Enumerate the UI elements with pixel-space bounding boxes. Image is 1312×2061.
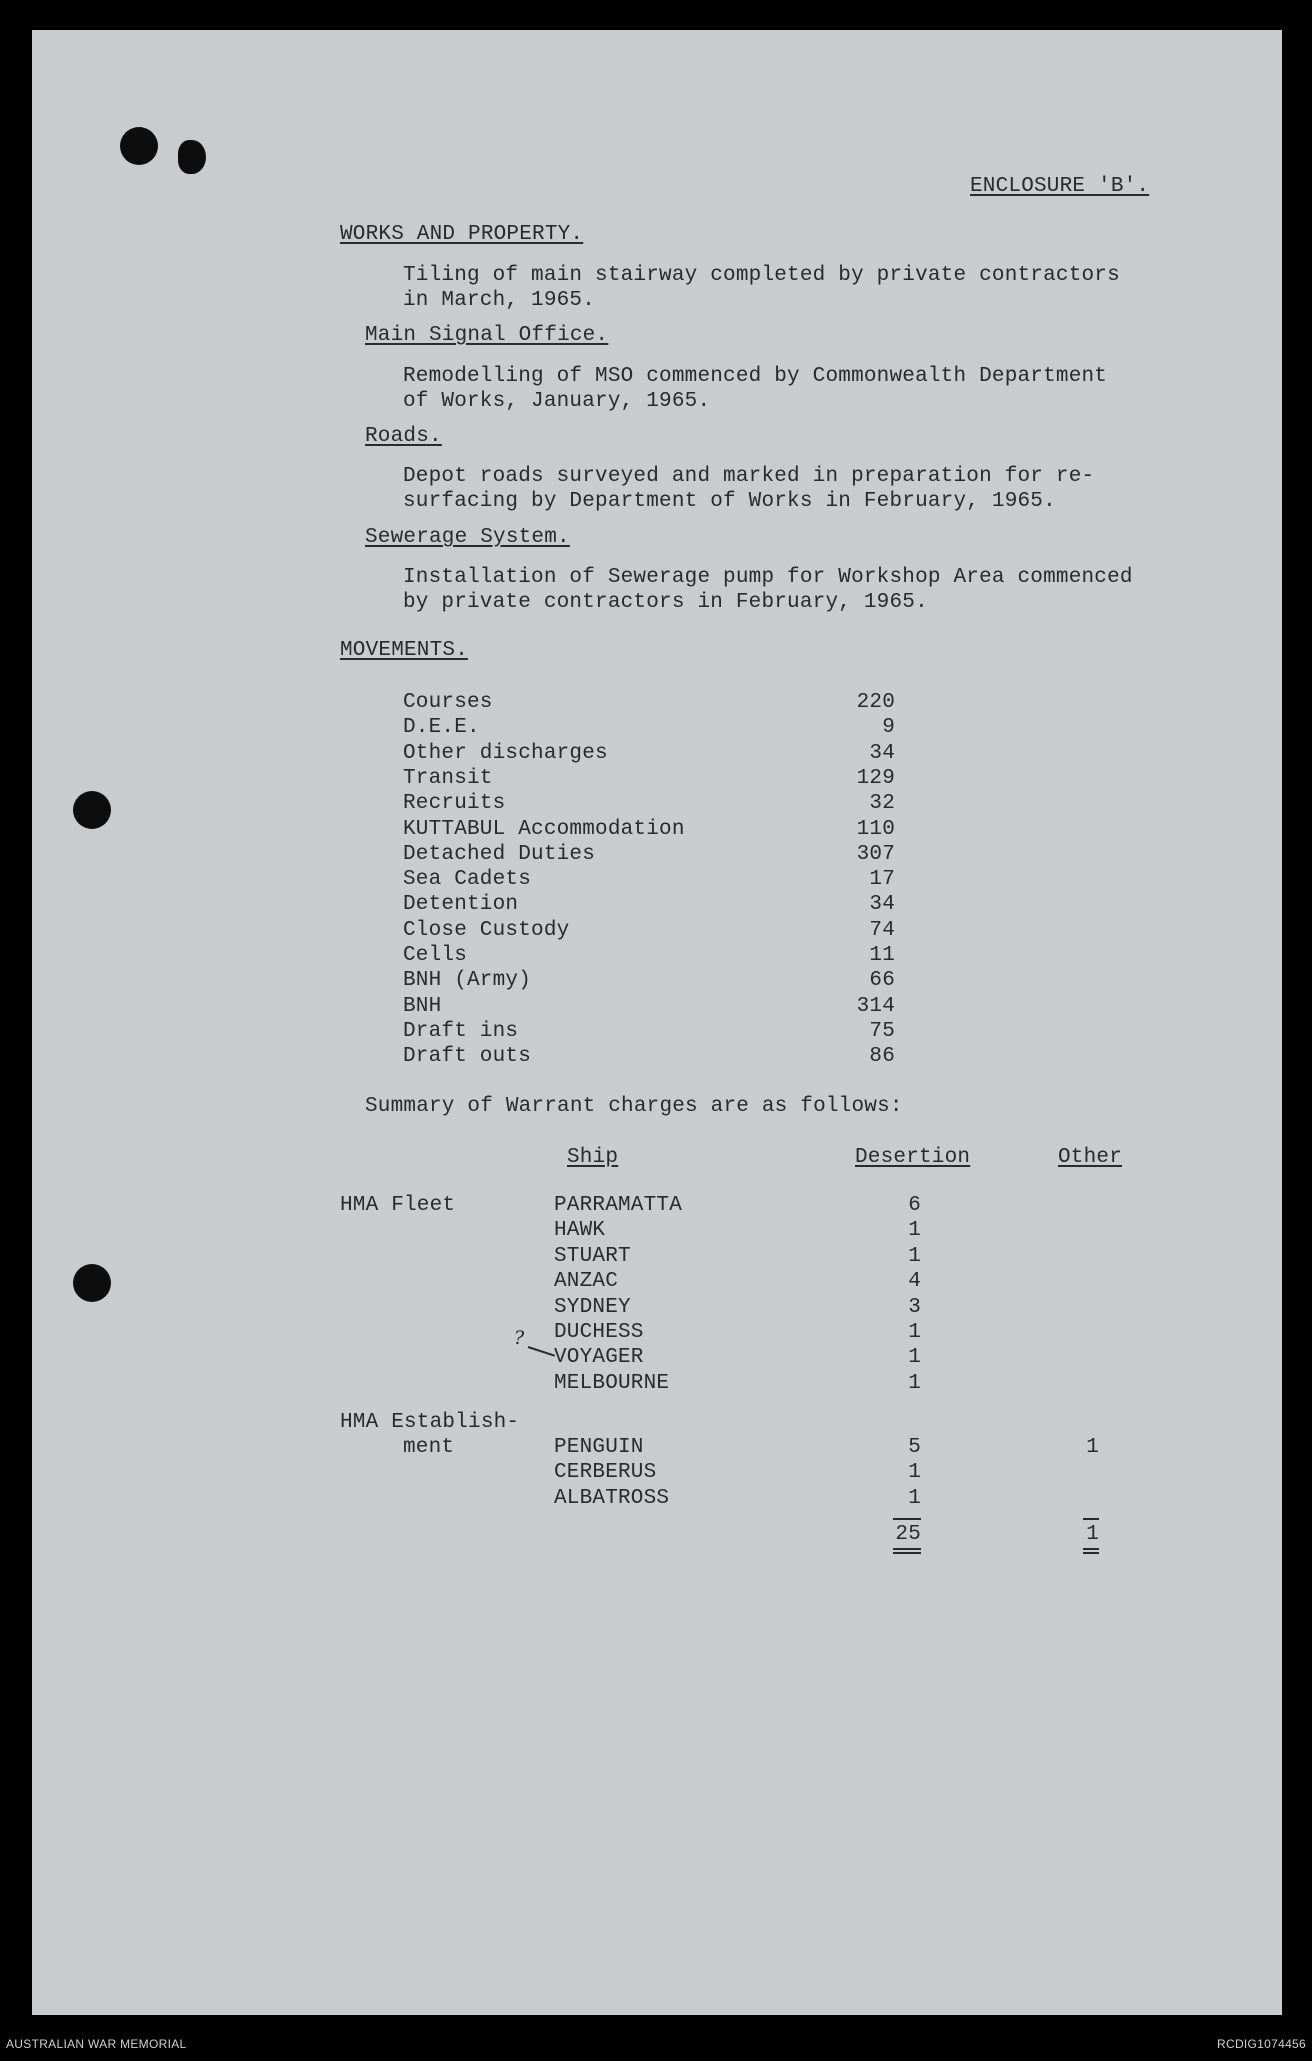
movement-label: Close Custody xyxy=(403,918,570,942)
footer-source: AUSTRALIAN WAR MEMORIAL xyxy=(6,2037,187,2051)
fleet-ship-name: HAWK xyxy=(554,1219,606,1243)
movement-label: Sea Cadets xyxy=(403,868,532,892)
fleet-label: HMA Fleet xyxy=(340,1194,456,1217)
establishment-ship-name: CERBERUS xyxy=(554,1461,657,1485)
roads-text-line1: Depot roads surveyed and marked in preparation for re- xyxy=(403,465,1095,488)
movement-label: Draft ins xyxy=(403,1019,519,1043)
movement-label: Other discharges xyxy=(403,741,608,765)
movement-value: 74 xyxy=(869,918,895,942)
punch-hole-top xyxy=(120,127,158,165)
desertion-total-rule-top xyxy=(893,1518,921,1520)
mso-text-line1: Remodelling of MSO commenced by Commonwealth Department xyxy=(403,365,1108,388)
movement-label: BNH (Army) xyxy=(403,969,532,993)
punch-hole-top-partial xyxy=(178,140,206,174)
movement-label: Transit xyxy=(403,766,493,790)
fleet-ship-name: PARRAMATTA xyxy=(554,1194,683,1217)
handwritten-annotation: ? xyxy=(514,1327,525,1349)
other-total-rule-bottom2 xyxy=(1083,1552,1099,1554)
punch-hole-middle xyxy=(73,791,111,829)
enclosure-label: ENCLOSURE 'B'. xyxy=(970,175,1150,198)
movement-value: 110 xyxy=(856,817,895,841)
col-desertion-header: Desertion xyxy=(855,1146,971,1169)
sewerage-text-line1: Installation of Sewerage pump for Workshop Area commenced xyxy=(403,566,1133,589)
sewerage-heading: Sewerage System. xyxy=(365,526,570,549)
fleet-ship-name: STUART xyxy=(554,1244,631,1268)
movement-label: Recruits xyxy=(403,792,506,816)
movement-value: 129 xyxy=(856,766,895,790)
movement-value: 307 xyxy=(856,842,895,866)
establishment-label-line2: ment xyxy=(403,1436,455,1459)
total-other: 1 xyxy=(1086,1523,1099,1546)
fleet-desertion-count: 1 xyxy=(908,1346,921,1370)
establishment-label-line1: HMA Establish- xyxy=(340,1411,520,1434)
movement-value: 220 xyxy=(856,691,895,714)
works-heading: WORKS AND PROPERTY. xyxy=(340,223,584,246)
fleet-desertion-count: 1 xyxy=(908,1219,921,1243)
mso-heading: Main Signal Office. xyxy=(365,324,609,347)
establishment-other-count: 1 xyxy=(1086,1436,1099,1459)
movement-value: 34 xyxy=(869,893,895,917)
movement-label: D.E.E. xyxy=(403,716,480,740)
movement-label: Detention xyxy=(403,893,519,917)
establishment-ship-name: ALBATROSS xyxy=(554,1486,670,1510)
fleet-desertion-count: 4 xyxy=(908,1270,921,1294)
movement-label: BNH xyxy=(403,994,442,1018)
establishment-ship-name: PENGUIN xyxy=(554,1436,644,1459)
mso-text-line2: of Works, January, 1965. xyxy=(403,390,711,413)
roads-heading: Roads. xyxy=(365,425,442,448)
fleet-desertion-count: 3 xyxy=(908,1295,921,1319)
fleet-ship-name: MELBOURNE xyxy=(554,1371,670,1395)
fleet-desertion-count: 1 xyxy=(908,1371,921,1395)
establishment-desertion-count: 1 xyxy=(908,1486,921,1510)
movement-value: 17 xyxy=(869,868,895,892)
movement-label: Courses xyxy=(403,691,493,714)
punch-hole-lower xyxy=(73,1264,111,1302)
other-total-rule-bottom xyxy=(1083,1548,1099,1550)
movement-value: 86 xyxy=(869,1045,895,1069)
tiling-text-line2: in March, 1965. xyxy=(403,289,596,312)
warrant-intro: Summary of Warrant charges are as follows: xyxy=(365,1095,903,1118)
col-ship-header: Ship xyxy=(567,1146,619,1169)
desertion-total-rule-bottom xyxy=(893,1548,921,1550)
movement-label: KUTTABUL Accommodation xyxy=(403,817,685,841)
fleet-desertion-count: 1 xyxy=(908,1244,921,1268)
col-other-header: Other xyxy=(1058,1146,1123,1169)
document-page xyxy=(32,30,1282,2015)
movement-value: 75 xyxy=(869,1019,895,1043)
movement-label: Draft outs xyxy=(403,1045,532,1069)
fleet-ship-name: ANZAC xyxy=(554,1270,619,1294)
movement-value: 32 xyxy=(869,792,895,816)
tiling-text-line1: Tiling of main stairway completed by private contractors xyxy=(403,264,1120,287)
movement-value: 34 xyxy=(869,741,895,765)
establishment-desertion-count: 1 xyxy=(908,1461,921,1485)
movement-value: 314 xyxy=(856,994,895,1018)
movement-value: 66 xyxy=(869,969,895,993)
movement-value: 11 xyxy=(869,944,895,967)
roads-text-line2: surfacing by Department of Works in February, 1965. xyxy=(403,490,1056,513)
sewerage-text-line2: by private contractors in February, 1965. xyxy=(403,591,928,614)
total-desertion: 25 xyxy=(895,1523,921,1546)
movements-heading: MOVEMENTS. xyxy=(340,639,469,662)
fleet-desertion-count: 1 xyxy=(908,1321,921,1344)
movement-label: Cells xyxy=(403,944,468,967)
movement-value: 9 xyxy=(882,716,895,740)
establishment-desertion-count: 5 xyxy=(908,1436,921,1459)
fleet-desertion-count: 6 xyxy=(908,1194,921,1217)
movement-label: Detached Duties xyxy=(403,842,596,866)
desertion-total-rule-bottom2 xyxy=(893,1552,921,1554)
footer-id: RCDIG1074456 xyxy=(1217,2037,1306,2051)
other-total-rule-top xyxy=(1083,1518,1099,1520)
fleet-ship-name: VOYAGER xyxy=(554,1346,644,1370)
fleet-ship-name: SYDNEY xyxy=(554,1295,631,1319)
fleet-ship-name: DUCHESS xyxy=(554,1321,644,1344)
